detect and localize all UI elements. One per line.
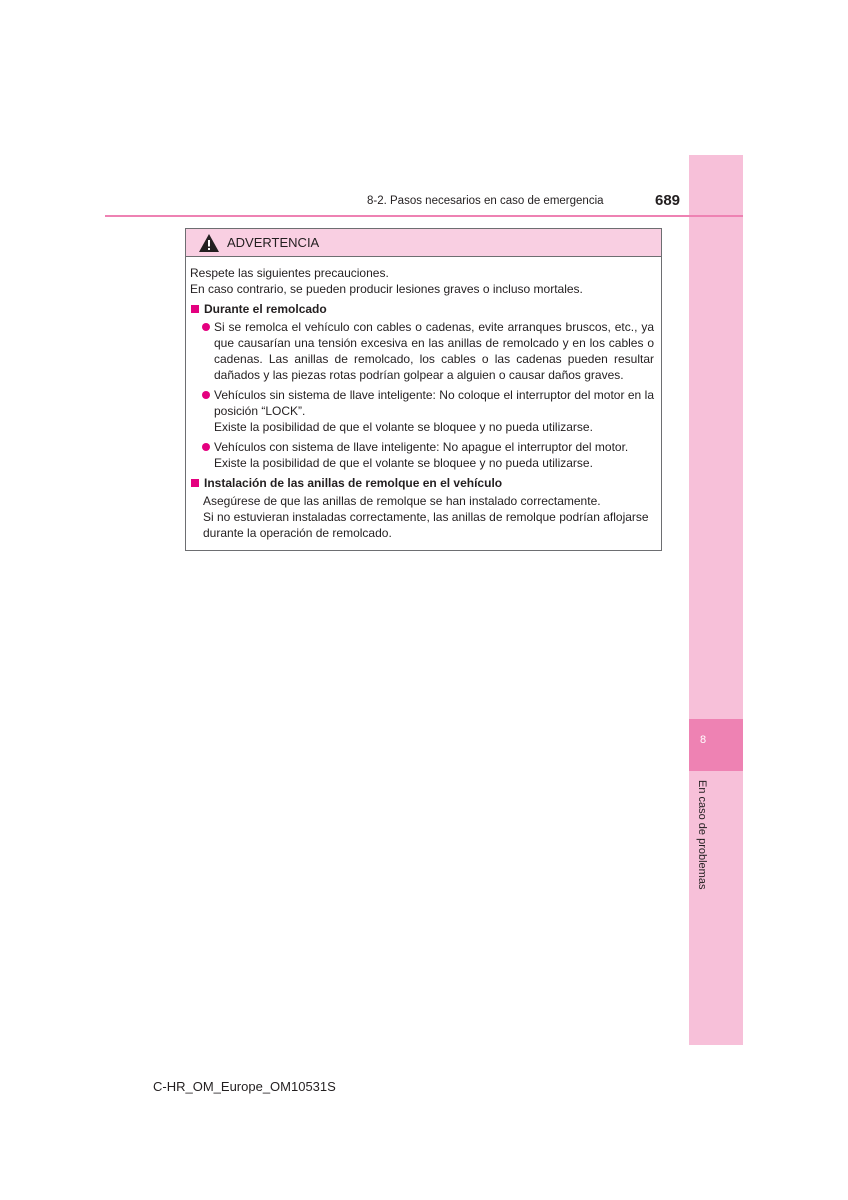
list-item bbox=[190, 439, 658, 471]
warning-body bbox=[190, 265, 658, 541]
list-item bbox=[190, 319, 658, 383]
list-item-note: Existe la posibilidad de que el volante se bloquee y no pueda utilizarse. bbox=[214, 420, 593, 434]
circle-bullet-icon bbox=[202, 323, 210, 331]
section-heading-label: Instalación de las anillas de remolque en el vehículo bbox=[204, 476, 503, 490]
chapter-number-tab[interactable] bbox=[689, 719, 743, 771]
document-code: C-HR_OM_Europe_OM10531S bbox=[153, 1079, 336, 1094]
warning-consequence: En caso contrario, se pueden producir lesiones graves o incluso mortales. bbox=[190, 282, 583, 296]
chapter-side-tab bbox=[689, 155, 743, 1045]
warning-intro: Respete las siguientes precauciones. bbox=[190, 266, 389, 280]
section-heading-label: Durante el remolcado bbox=[204, 302, 327, 316]
section-line: Asegúrese de que las anillas de remolque se han instalado correctamente. bbox=[203, 494, 601, 508]
warning-triangle-icon bbox=[198, 233, 220, 253]
section-heading-towing bbox=[190, 301, 658, 317]
page-number: 689 bbox=[655, 192, 681, 209]
warning-header bbox=[186, 229, 661, 257]
list-item-note: Existe la posibilidad de que el volante se bloquee y no pueda utilizarse. bbox=[214, 456, 593, 470]
circle-bullet-icon bbox=[202, 391, 210, 399]
chapter-number: 8 bbox=[700, 734, 707, 746]
warning-box bbox=[185, 228, 662, 551]
circle-bullet-icon bbox=[202, 443, 210, 451]
section-heading-tow-eyelets bbox=[190, 475, 658, 491]
section-line: Si no estuvieran instaladas correctamente, las anillas de remolque podrían aflojarse durante la operación de remolcado. bbox=[203, 510, 649, 540]
list-item bbox=[190, 387, 658, 435]
section-title: 8-2. Pasos necesarios en caso de emergencia bbox=[367, 195, 604, 207]
list-item-text: Vehículos con sistema de llave inteligente: No apague el interruptor del motor. bbox=[214, 440, 629, 454]
warning-title: ADVERTENCIA bbox=[227, 235, 320, 250]
square-bullet-icon bbox=[191, 305, 199, 313]
list-item-text: Vehículos sin sistema de llave inteligente: No coloque el interruptor del motor en la posición “LOCK”. bbox=[214, 388, 654, 418]
chapter-label: En caso de problemas bbox=[696, 780, 708, 890]
header-divider bbox=[105, 215, 743, 217]
square-bullet-icon bbox=[191, 479, 199, 487]
section-body bbox=[190, 493, 658, 541]
list-item-text: Si se remolca el vehículo con cables o cadenas, evite arranques bruscos, etc., ya que causarían una tensión excesiva en las anillas de remolcado y en los cables o cadenas. Las anillas de remolcado, los cables o las cadenas pueden resultar dañados y las piezas rotas podrían golpear a alguien o causar daños graves. bbox=[214, 320, 654, 382]
